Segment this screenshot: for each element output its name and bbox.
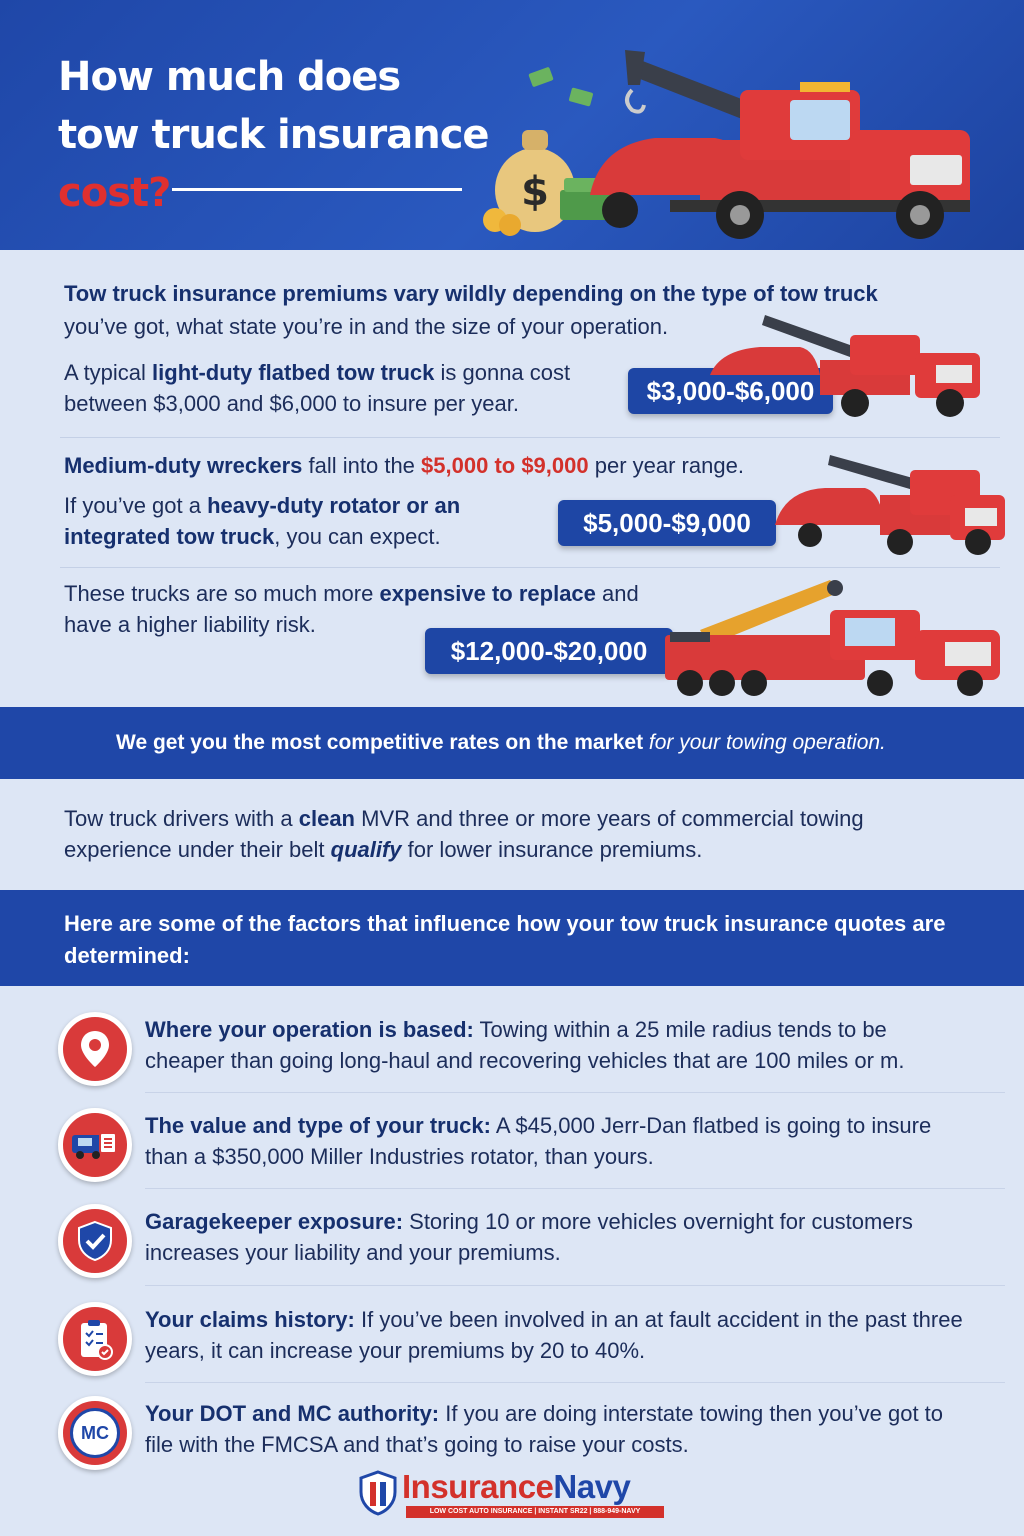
factor-title: Garagekeeper exposure:: [145, 1209, 404, 1234]
page-title: [58, 48, 528, 222]
title-underline: [172, 188, 462, 191]
hero-banner: [0, 0, 1024, 250]
title-line-1: How much does: [58, 54, 401, 100]
shield-check-icon: [58, 1204, 132, 1278]
factor-garagekeeper: [0, 1200, 1024, 1292]
factor-divider: [145, 1285, 1005, 1286]
price-badge-heavy-duty: $12,000-$20,000: [425, 628, 673, 674]
mvr-paragraph: Tow truck drivers with a clean MVR and three or more years of commercial towing experience under their belt qualify for lower insurance premiums.: [64, 806, 864, 862]
tier-medium-duty-text: Medium-duty wreckers fall into the $5,000 to $9,000 per year range.: [64, 453, 744, 478]
factor-title: Where your operation is based:: [145, 1017, 474, 1042]
clipboard-icon: [58, 1302, 132, 1376]
section-divider: [60, 567, 1000, 568]
factor-truck-value: [0, 1104, 1024, 1196]
factor-title: Your DOT and MC authority:: [145, 1401, 440, 1426]
price-badge-medium-duty: $5,000-$9,000: [558, 500, 776, 546]
logo-part-2: Navy: [553, 1468, 631, 1505]
banner-rest-text: for your towing operation.: [643, 731, 886, 754]
factor-claims-history: [0, 1298, 1024, 1390]
factor-body: If you are doing interstate towing then you’ve got to file with the FMCSA and that’s going to raise your costs.: [145, 1401, 944, 1457]
insurance-navy-logo: [358, 1470, 668, 1518]
factor-body: Storing 10 or more vehicles overnight for customers increases your liability and your premiums.: [145, 1209, 913, 1265]
factor-title: The value and type of your truck:: [145, 1113, 491, 1138]
factor-divider: [145, 1092, 1005, 1093]
price-badge-light-duty: $3,000-$6,000: [628, 368, 833, 414]
light-duty-truck-icon: [700, 305, 1000, 425]
intro-line-2: you’ve got, what state you’re in and the size of your operation.: [64, 314, 669, 339]
factor-body: A $45,000 Jerr-Dan flatbed is going to insure than a $350,000 Miller Industries rotator, than yours.: [145, 1113, 932, 1169]
rotator-truck-icon: [660, 570, 1005, 700]
banner-bold-text: We get you the most competitive rates on the market: [116, 731, 644, 754]
factor-body: If you’ve been involved in an at fault accident in the past three years, it can increase your premiums by 20 to 40%.: [145, 1307, 963, 1363]
title-line-3: cost?: [58, 170, 171, 216]
factor-divider: [145, 1188, 1005, 1189]
factor-divider: [145, 1382, 1005, 1383]
factor-title: Your claims history:: [145, 1307, 355, 1332]
wrecker-truck-icon: [770, 450, 1010, 560]
logo-tagline: LOW COST AUTO INSURANCE | INSTANT SR22 | 888-949-NAVY: [406, 1506, 664, 1518]
tier-heavy-duty-text: If you’ve got a heavy-duty rotator or an integrated tow truck, you can expect.: [64, 493, 461, 549]
logo-part-1: Insurance: [402, 1468, 554, 1505]
tow-truck-illustration: [470, 30, 990, 240]
factor-location: [0, 1008, 1024, 1100]
section-divider: [60, 437, 1000, 438]
truck-value-icon: [58, 1108, 132, 1182]
title-line-2: tow truck insurance: [58, 112, 489, 158]
mc-badge-icon: [58, 1396, 132, 1470]
tier-light-duty-text: A typical light-duty flatbed tow truck is gonna cost between $3,000 and $6,000 to insure per year.: [64, 360, 571, 416]
competitive-rates-banner: [0, 707, 1024, 779]
factors-banner: [0, 890, 1024, 986]
tier-rotator-text: These trucks are so much more expensive to replace and have a higher liability risk.: [64, 581, 639, 637]
mc-badge-label: MC: [70, 1408, 120, 1458]
intro-line-1: Tow truck insurance premiums vary wildly depending on the type of tow truck: [64, 281, 878, 306]
factor-body: Towing within a 25 mile radius tends to be cheaper than going long-haul and recovering vehicles that are 100 miles or m.: [145, 1017, 905, 1073]
money-bag-icon: [483, 67, 620, 236]
location-pin-icon: [58, 1012, 132, 1086]
shield-logo-icon: [358, 1470, 398, 1516]
factors-heading: Here are some of the factors that influence how your tow truck insurance quotes are determined:: [64, 911, 946, 968]
svg-text:$: $: [521, 169, 549, 215]
